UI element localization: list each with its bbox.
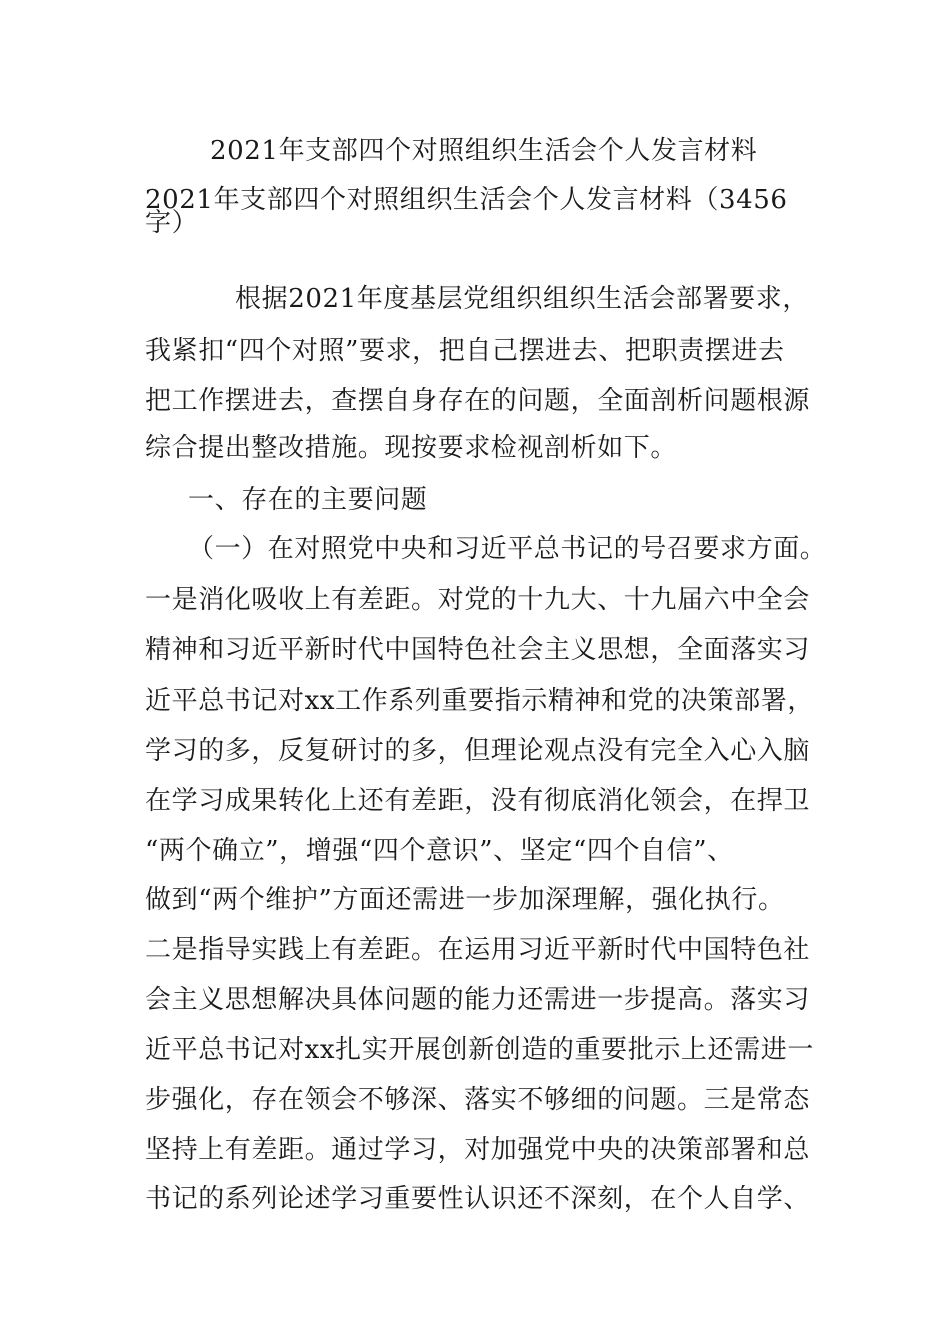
paragraph-line: “两个确立”，增强“四个意识”、坚定“四个自信”、 xyxy=(145,836,734,866)
paragraph-line: 步强化，存在领会不够深、落实不够细的问题。三是常态 xyxy=(145,1085,811,1115)
paragraph-line: 把工作摆进去，查摆自身存在的问题，全面剖析问题根源 xyxy=(145,386,811,416)
document-title: 2021年支部四个对照组织生活会个人发言材料 xyxy=(210,136,758,166)
subsection-heading: （一）在对照党中央和习近平总书记的号召要求方面。 xyxy=(188,534,827,564)
document-subtitle-line-1: 2021年支部四个对照组织生活会个人发言材料（3456 xyxy=(145,185,788,215)
paragraph-line: 二是指导实践上有差距。在运用习近平新时代中国特色社 xyxy=(145,935,811,965)
paragraph-line: 我紧扣“四个对照”要求，把自己摆进去、把职责摆进去 xyxy=(145,336,785,366)
paragraph-line: 近平总书记对xx工作系列重要指示精神和党的决策部署， xyxy=(145,686,814,716)
paragraph-line: 书记的系列论述学习重要性认识还不深刻，在个人自学、 xyxy=(145,1184,811,1214)
paragraph-line: 近平总书记对xx扎实开展创新创造的重要批示上还需进一 xyxy=(145,1035,814,1065)
paragraph-line: 学习的多，反复研讨的多，但理论观点没有完全入心入脑 xyxy=(145,736,811,766)
section-heading: 一、存在的主要问题 xyxy=(188,485,428,515)
document-subtitle-line-2: 字） xyxy=(145,208,199,238)
paragraph-line: 精神和习近平新时代中国特色社会主义思想，全面落实习 xyxy=(145,635,811,665)
paragraph-line: 做到“两个维护”方面还需进一步加深理解，强化执行。 xyxy=(145,885,785,915)
paragraph-line: 坚持上有差距。通过学习，对加强党中央的决策部署和总 xyxy=(145,1135,811,1165)
paragraph-line: 综合提出整改措施。现按要求检视剖析如下。 xyxy=(145,433,678,463)
paragraph-line: 一是消化吸收上有差距。对党的十九大、十九届六中全会 xyxy=(145,585,811,615)
paragraph-line: 根据2021年度基层党组织组织生活会部署要求， xyxy=(235,284,809,314)
paragraph-line: 在学习成果转化上还有差距，没有彻底消化领会，在捍卫 xyxy=(145,786,811,816)
paragraph-line: 会主义思想解决具体问题的能力还需进一步提高。落实习 xyxy=(145,985,811,1015)
